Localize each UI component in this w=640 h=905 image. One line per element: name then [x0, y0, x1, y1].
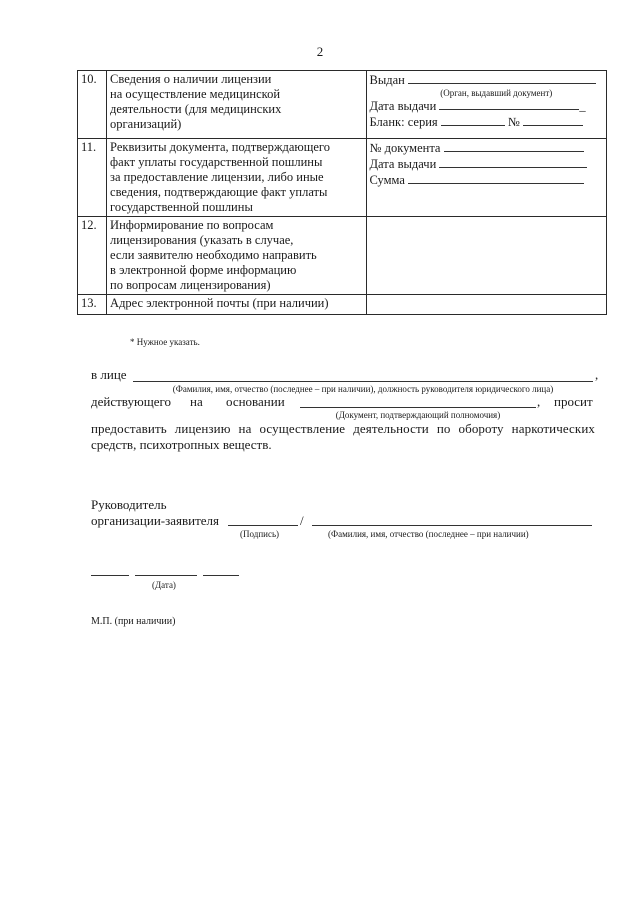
footnote: * Нужное указать. — [130, 337, 200, 347]
row-description: Информирование по вопросам лицензирования (указать в случае, если заявителю необходимо направить в электронной форме информацию по вопросам лицензирования) — [107, 217, 366, 295]
signer-title-line2: организации-заявителя — [91, 513, 220, 528]
row-number: 12. — [78, 217, 107, 295]
blank-series-field[interactable] — [441, 114, 505, 126]
signer-title-line1: Руководитель — [91, 497, 167, 512]
issued-field[interactable] — [408, 72, 596, 84]
table-row — [78, 217, 607, 295]
row-value — [366, 139, 606, 217]
row-value: Выдан (Орган, выдавший документ) Дата выдачи _ Бланк: серия № — [366, 71, 606, 139]
request-text-line2: средств, психотропных веществ. — [91, 437, 272, 452]
row-description: Адрес электронной почты (при наличии) — [107, 295, 366, 315]
table-row — [78, 71, 607, 139]
application-table — [77, 70, 607, 315]
row-description: Реквизиты документа, подтверждающего факт уплаты государственной пошлины за предоставление лицензии, либо иные сведения, подтверждающие факт уплаты государственной пошлины — [107, 139, 366, 217]
row-number: 13. — [78, 295, 107, 315]
email-value[interactable] — [366, 295, 606, 315]
blank-number-field[interactable] — [523, 114, 583, 126]
date-field[interactable] — [439, 98, 579, 110]
page-number: 2 — [316, 44, 324, 59]
request-text-line1: предоставить лицензию на осуществление деятельности по обороту наркотических — [91, 421, 595, 436]
signer-name-field[interactable] — [312, 525, 592, 526]
row-number: 11. — [78, 139, 107, 217]
date-field[interactable] — [439, 156, 587, 168]
date-label: Дата выдачи — [369, 99, 437, 113]
table-row — [78, 295, 607, 315]
sign-caption: (Подпись) — [240, 529, 280, 539]
date-day-field[interactable] — [91, 575, 129, 576]
row-description: Сведения о наличии лицензии на осуществление медицинской деятельности (для медицинских организаций) — [107, 71, 366, 139]
date-year-field[interactable] — [203, 575, 239, 576]
doc-number-label: № документа — [369, 141, 441, 155]
doc-number-field[interactable] — [444, 140, 584, 152]
in-person-label: в лице — [91, 367, 127, 382]
stamp-label: М.П. (при наличии) — [91, 616, 176, 627]
basis-caption: (Документ, подтверждающий полномочия) — [335, 410, 501, 420]
date-month-field[interactable] — [135, 575, 197, 576]
name-caption: (Фамилия, имя, отчество (последнее – при наличии), должность руководителя юридического лица) — [172, 384, 554, 394]
representative-name-field[interactable] — [133, 381, 593, 382]
date-label: Дата выдачи — [369, 157, 437, 171]
authority-document-field[interactable] — [300, 407, 536, 408]
row-value-empty[interactable] — [366, 217, 606, 295]
sum-field[interactable] — [408, 172, 584, 184]
table-row — [78, 139, 607, 217]
blank-series-label: Бланк: серия — [369, 115, 438, 129]
date-caption: (Дата) — [152, 580, 176, 590]
row-number: 10. — [78, 71, 107, 139]
signature-field[interactable] — [228, 525, 298, 526]
issued-label: Выдан — [369, 73, 405, 87]
signer-name-caption: (Фамилия, имя, отчество (последнее – при наличии) — [328, 529, 529, 539]
issued-caption: (Орган, выдавший документ) — [440, 88, 553, 98]
sum-label: Сумма — [369, 173, 405, 187]
